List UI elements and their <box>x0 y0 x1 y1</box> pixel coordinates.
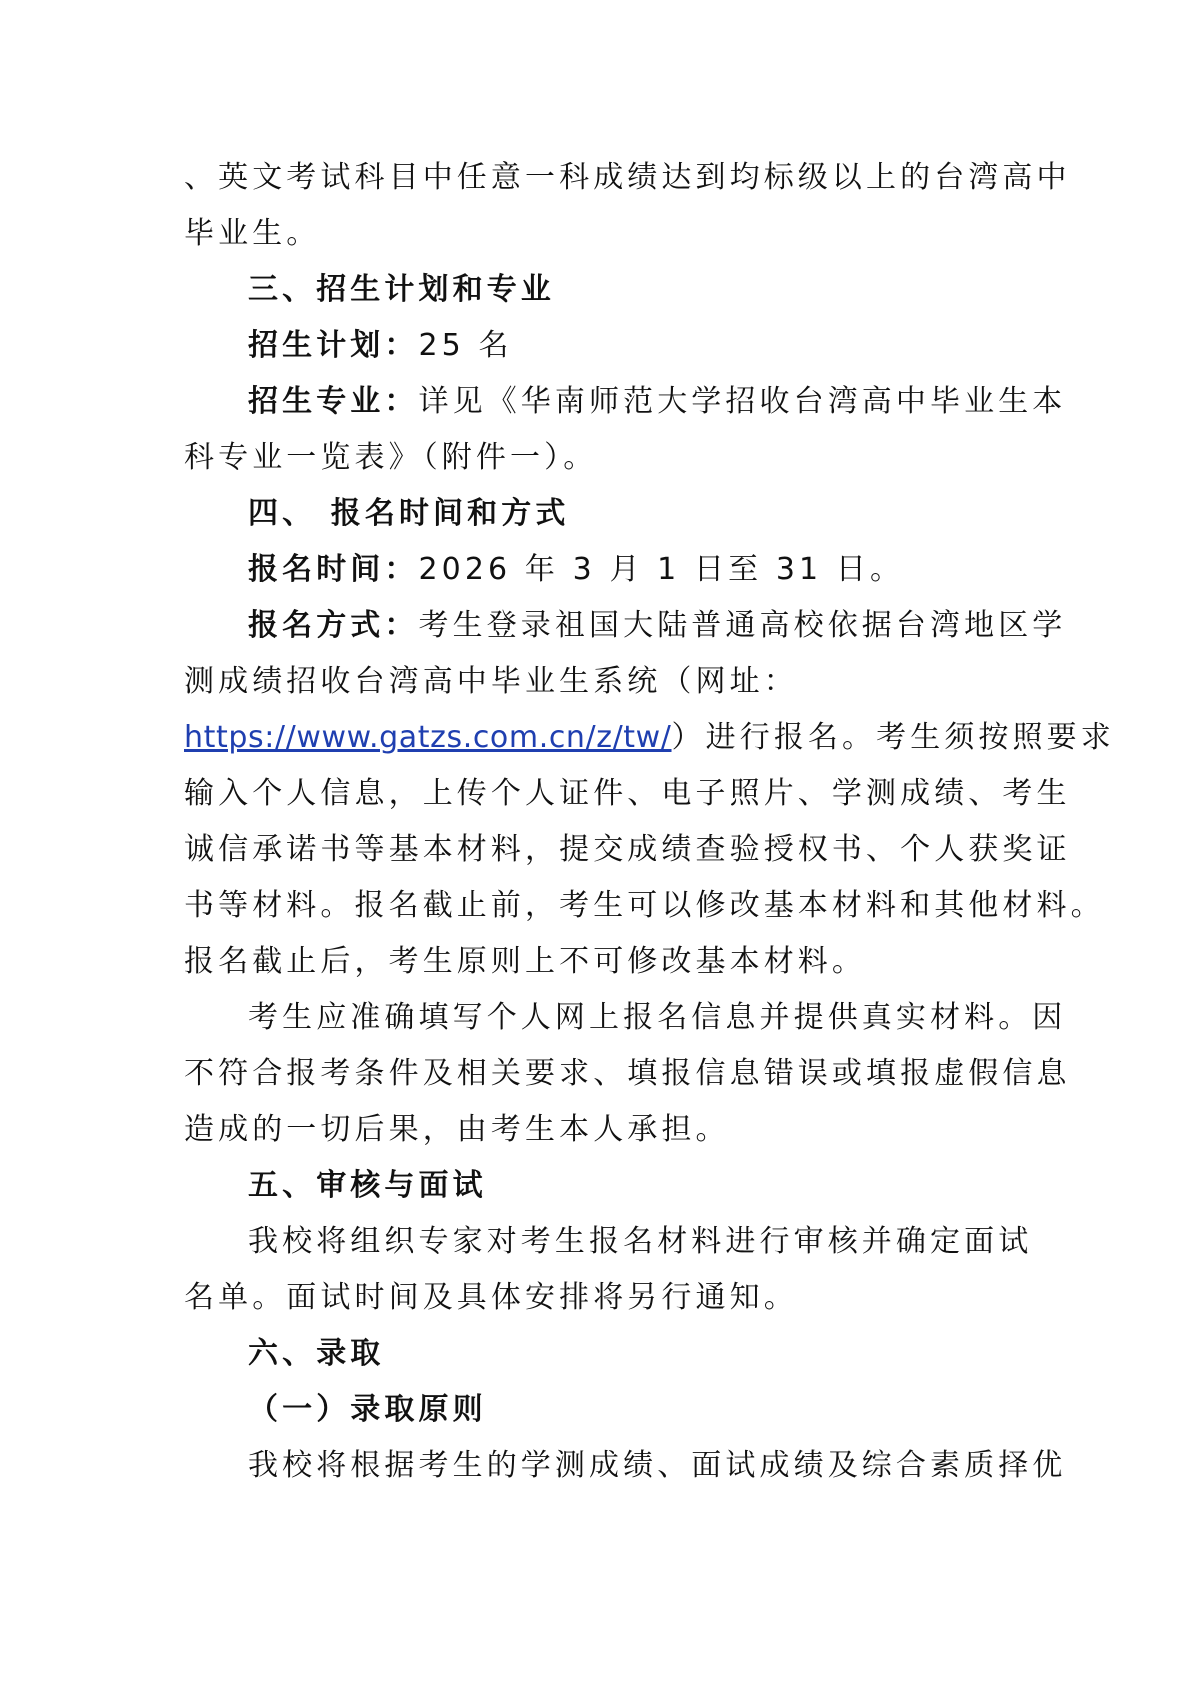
method-line <box>248 598 1191 654</box>
major-text: 详见《华南师范大学招收台湾高中毕业生本 <box>418 384 1067 419</box>
method-label: 报名方式： <box>248 608 419 643</box>
major-label: 招生专业： <box>248 384 419 419</box>
section-heading: 三、招生计划和专业 <box>248 272 555 307</box>
paragraph-line: 输入个人信息，上传个人证件、电子照片、学测成绩、考生 <box>184 776 1071 811</box>
paragraph-line: 不符合报考条件及相关要求、填报信息错误或填报虚假信息 <box>184 1056 1071 1091</box>
section-heading: 五、审核与面试 <box>248 1168 487 1203</box>
paragraph-line: 诚信承诺书等基本材料，提交成绩查验授权书、个人获奖证 <box>184 832 1071 867</box>
paragraph-line: 测成绩招收台湾高中毕业生系统（网址： <box>184 664 798 699</box>
paragraph-line: 考生应准确填写个人网上报名信息并提供真实材料。因 <box>248 1000 1067 1035</box>
paragraph-line: 我校将组织专家对考生报名材料进行审核并确定面试 <box>248 1224 1033 1259</box>
paragraph-line: 科专业一览表》（附件一）。 <box>184 440 598 475</box>
plan-line <box>248 318 1191 374</box>
plan-label: 招生计划： <box>248 328 419 363</box>
section-heading: 六、录取 <box>248 1336 385 1371</box>
url-trailing-text: ）进行报名。考生须按照要求 <box>671 720 1115 755</box>
paragraph-line: 造成的一切后果，由考生本人承担。 <box>184 1112 730 1147</box>
sub-heading: （一）录取原则 <box>248 1392 487 1427</box>
paragraph-line: 名单。面试时间及具体安排将另行通知。 <box>184 1280 798 1315</box>
url-line <box>184 710 1191 766</box>
method-text: 考生登录祖国大陆普通高校依据台湾地区学 <box>418 608 1067 643</box>
time-line <box>248 542 1191 598</box>
time-value: 2026 年 3 月 1 日至 31 日。 <box>418 552 905 587</box>
paragraph-line: 毕业生。 <box>184 216 321 251</box>
registration-url-link[interactable]: https://www.gatzs.com.cn/z/tw/ <box>184 720 672 755</box>
time-label: 报名时间： <box>248 552 419 587</box>
plan-value: 25 名 <box>418 328 513 363</box>
paragraph-line: 、英文考试科目中任意一科成绩达到均标级以上的台湾高中 <box>184 160 1071 195</box>
section-heading: 四、 报名时间和方式 <box>248 496 570 531</box>
major-line <box>248 374 1191 430</box>
paragraph-line: 我校将根据考生的学测成绩、面试成绩及综合素质择优 <box>248 1448 1067 1483</box>
paragraph-line: 报名截止后，考生原则上不可修改基本材料。 <box>184 944 866 979</box>
paragraph-line: 书等材料。报名截止前，考生可以修改基本材料和其他材料。 <box>184 888 1105 923</box>
